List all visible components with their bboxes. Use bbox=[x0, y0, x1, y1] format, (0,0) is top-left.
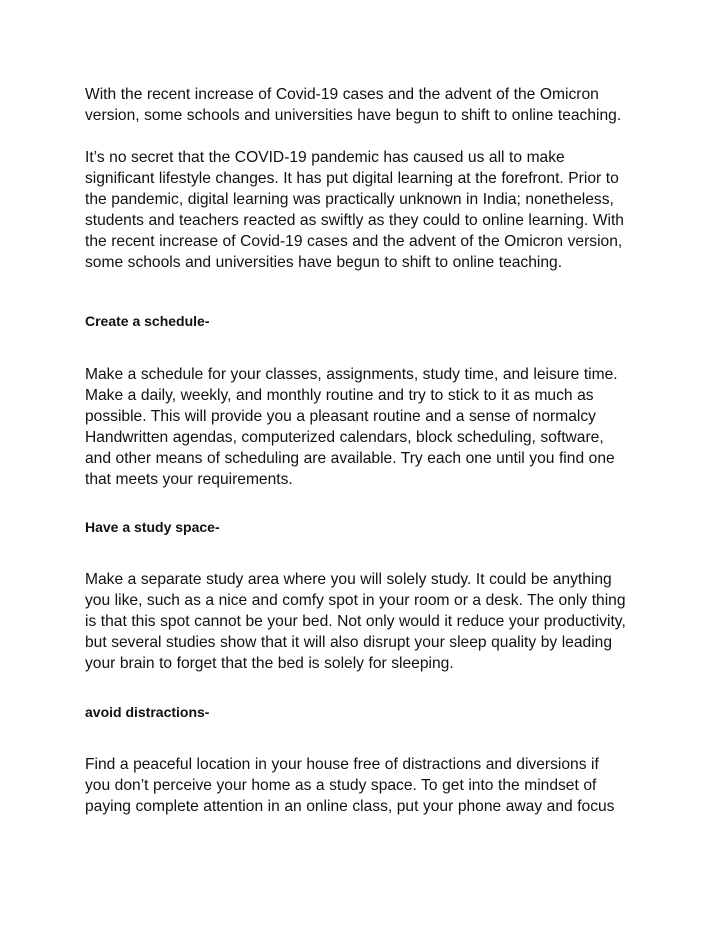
text-line: paying complete attention in an online class, put your phone away and focus bbox=[85, 798, 615, 815]
text-line: some schools and universities have begun to shift to online teaching. bbox=[85, 254, 563, 271]
text-line: students and teachers reacted as swiftly as they could to online learning. With bbox=[85, 212, 624, 229]
text-line: Handwritten agendas, computerized calendars, block scheduling, software, bbox=[85, 429, 604, 446]
text-line: the pandemic, digital learning was practically unknown in India; nonetheless, bbox=[85, 191, 614, 208]
text-line: Make a schedule for your classes, assignments, study time, and leisure time. bbox=[85, 366, 618, 383]
text-line: It’s no secret that the COVID-19 pandemic has caused us all to make bbox=[85, 149, 565, 166]
text-line: Make a separate study area where you will solely study. It could be anything bbox=[85, 571, 612, 588]
text-line: Find a peaceful location in your house free of distractions and diversions if bbox=[85, 756, 599, 773]
text-line: significant lifestyle changes. It has put digital learning at the forefront. Prior to bbox=[85, 170, 619, 187]
schedule-paragraph bbox=[85, 364, 645, 490]
text-line: your brain to forget that the bed is solely for sleeping. bbox=[85, 655, 454, 672]
context-paragraph bbox=[85, 147, 645, 273]
study-space-paragraph bbox=[85, 569, 645, 674]
text-line: version, some schools and universities have begun to shift to online teaching. bbox=[85, 107, 622, 124]
distractions-paragraph bbox=[85, 754, 645, 817]
text-line: that meets your requirements. bbox=[85, 471, 293, 488]
section-heading-schedule: Create a schedule- bbox=[85, 313, 210, 329]
text-line: possible. This will provide you a pleasant routine and a sense of normalcy bbox=[85, 408, 596, 425]
text-line: you like, such as a nice and comfy spot in your room or a desk. The only thing bbox=[85, 592, 626, 609]
text-line: is that this spot cannot be your bed. Not only would it reduce your productivity, bbox=[85, 613, 626, 630]
section-heading-distractions: avoid distractions- bbox=[85, 704, 210, 720]
text-line: With the recent increase of Covid-19 cases and the advent of the Omicron bbox=[85, 86, 599, 103]
section-heading-study-space: Have a study space- bbox=[85, 519, 220, 535]
text-line: the recent increase of Covid-19 cases and the advent of the Omicron version, bbox=[85, 233, 623, 250]
intro-paragraph bbox=[85, 84, 645, 126]
text-line: but several studies show that it will also disrupt your sleep quality by leading bbox=[85, 634, 613, 651]
text-line: and other means of scheduling are available. Try each one until you find one bbox=[85, 450, 615, 467]
text-line: Make a daily, weekly, and monthly routine and try to stick to it as much as bbox=[85, 387, 594, 404]
text-line: you don’t perceive your home as a study space. To get into the mindset of bbox=[85, 777, 597, 794]
